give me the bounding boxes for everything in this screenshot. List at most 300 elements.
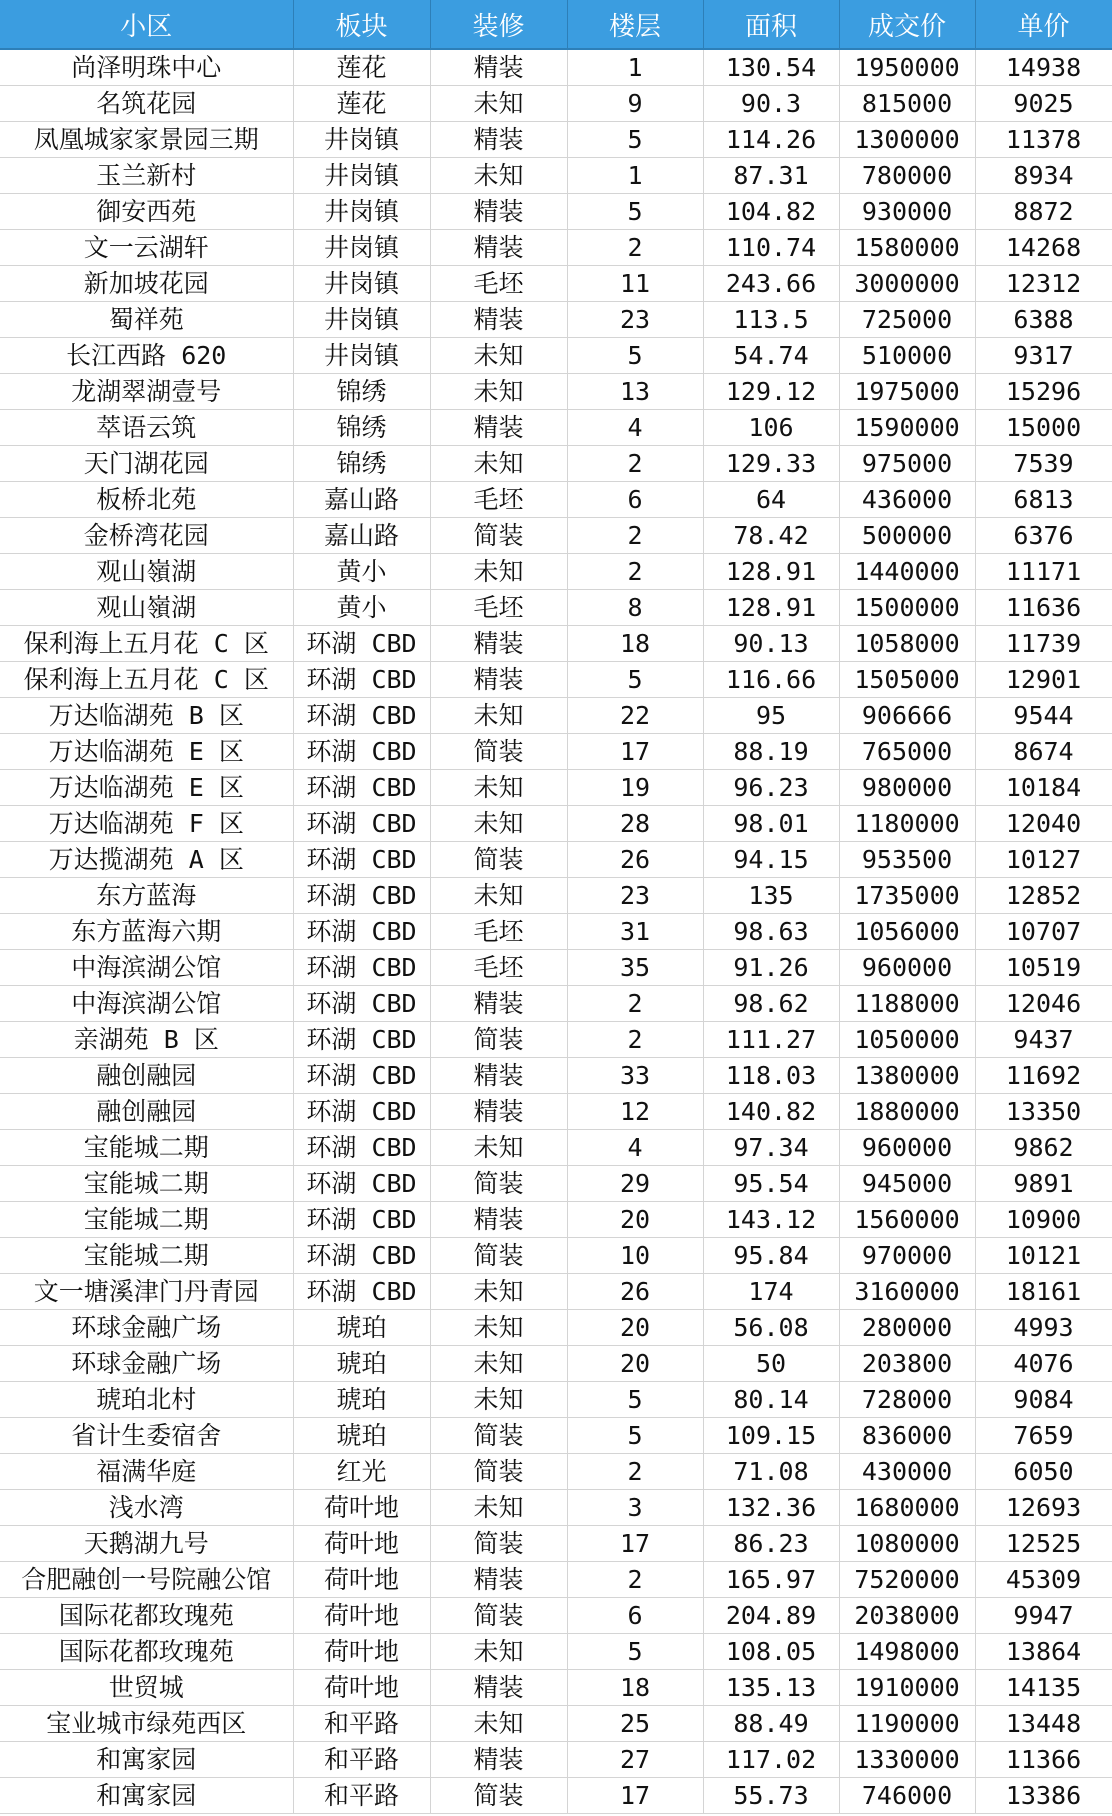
cell-unit-price: 4993 bbox=[975, 1310, 1112, 1346]
cell-floor: 17 bbox=[567, 734, 703, 770]
cell-unit-price: 13864 bbox=[975, 1634, 1112, 1670]
cell-area: 55.73 bbox=[703, 1778, 839, 1814]
cell-floor: 2 bbox=[567, 1022, 703, 1058]
cell-floor: 33 bbox=[567, 1058, 703, 1094]
table-row bbox=[0, 518, 1112, 554]
table-row bbox=[0, 1706, 1112, 1742]
cell-deal-price: 815000 bbox=[839, 86, 975, 122]
table-row bbox=[0, 482, 1112, 518]
cell-district: 环湖 CBD bbox=[293, 842, 430, 878]
cell-community: 宝能城二期 bbox=[0, 1130, 293, 1166]
cell-deal-price: 1080000 bbox=[839, 1526, 975, 1562]
cell-area: 117.02 bbox=[703, 1742, 839, 1778]
cell-deal-price: 430000 bbox=[839, 1454, 975, 1490]
cell-deal-price: 1975000 bbox=[839, 374, 975, 410]
cell-community: 环球金融广场 bbox=[0, 1310, 293, 1346]
cell-district: 井岗镇 bbox=[293, 122, 430, 158]
cell-floor: 5 bbox=[567, 1418, 703, 1454]
table-row bbox=[0, 626, 1112, 662]
cell-district: 环湖 CBD bbox=[293, 1130, 430, 1166]
cell-unit-price: 6388 bbox=[975, 302, 1112, 338]
cell-area: 108.05 bbox=[703, 1634, 839, 1670]
cell-district: 井岗镇 bbox=[293, 266, 430, 302]
cell-district: 环湖 CBD bbox=[293, 1166, 430, 1202]
cell-community: 浅水湾 bbox=[0, 1490, 293, 1526]
cell-deal-price: 836000 bbox=[839, 1418, 975, 1454]
cell-decoration: 精装 bbox=[430, 662, 567, 698]
cell-deal-price: 1180000 bbox=[839, 806, 975, 842]
cell-area: 86.23 bbox=[703, 1526, 839, 1562]
cell-decoration: 精装 bbox=[430, 230, 567, 266]
cell-district: 莲花 bbox=[293, 86, 430, 122]
cell-community: 观山嶺湖 bbox=[0, 554, 293, 590]
table-row bbox=[0, 698, 1112, 734]
cell-area: 87.31 bbox=[703, 158, 839, 194]
cell-unit-price: 10707 bbox=[975, 914, 1112, 950]
cell-unit-price: 4076 bbox=[975, 1346, 1112, 1382]
cell-area: 64 bbox=[703, 482, 839, 518]
table-row bbox=[0, 1202, 1112, 1238]
cell-deal-price: 1680000 bbox=[839, 1490, 975, 1526]
cell-floor: 20 bbox=[567, 1346, 703, 1382]
cell-deal-price: 280000 bbox=[839, 1310, 975, 1346]
cell-area: 135 bbox=[703, 878, 839, 914]
cell-unit-price: 11366 bbox=[975, 1742, 1112, 1778]
table-row bbox=[0, 1634, 1112, 1670]
table-row bbox=[0, 1418, 1112, 1454]
cell-decoration: 简装 bbox=[430, 1238, 567, 1274]
cell-decoration: 简装 bbox=[430, 1526, 567, 1562]
cell-deal-price: 975000 bbox=[839, 446, 975, 482]
cell-decoration: 未知 bbox=[430, 446, 567, 482]
cell-decoration: 精装 bbox=[430, 1202, 567, 1238]
cell-deal-price: 765000 bbox=[839, 734, 975, 770]
cell-unit-price: 7539 bbox=[975, 446, 1112, 482]
cell-deal-price: 1050000 bbox=[839, 1022, 975, 1058]
cell-deal-price: 1580000 bbox=[839, 230, 975, 266]
cell-unit-price: 9084 bbox=[975, 1382, 1112, 1418]
cell-deal-price: 725000 bbox=[839, 302, 975, 338]
cell-community: 天门湖花园 bbox=[0, 446, 293, 482]
cell-unit-price: 12046 bbox=[975, 986, 1112, 1022]
cell-unit-price: 10127 bbox=[975, 842, 1112, 878]
table-row bbox=[0, 734, 1112, 770]
table-row bbox=[0, 1166, 1112, 1202]
cell-floor: 31 bbox=[567, 914, 703, 950]
cell-decoration: 未知 bbox=[430, 1346, 567, 1382]
cell-deal-price: 1380000 bbox=[839, 1058, 975, 1094]
cell-floor: 2 bbox=[567, 554, 703, 590]
cell-community: 琥珀北村 bbox=[0, 1382, 293, 1418]
cell-decoration: 未知 bbox=[430, 158, 567, 194]
cell-deal-price: 7520000 bbox=[839, 1562, 975, 1598]
cell-decoration: 精装 bbox=[430, 49, 567, 86]
cell-area: 135.13 bbox=[703, 1670, 839, 1706]
cell-community: 观山嶺湖 bbox=[0, 590, 293, 626]
cell-decoration: 未知 bbox=[430, 1490, 567, 1526]
cell-floor: 20 bbox=[567, 1202, 703, 1238]
table-row bbox=[0, 1130, 1112, 1166]
cell-deal-price: 780000 bbox=[839, 158, 975, 194]
cell-deal-price: 1560000 bbox=[839, 1202, 975, 1238]
cell-district: 环湖 CBD bbox=[293, 878, 430, 914]
cell-deal-price: 728000 bbox=[839, 1382, 975, 1418]
cell-community: 和寓家园 bbox=[0, 1778, 293, 1814]
cell-deal-price: 1500000 bbox=[839, 590, 975, 626]
cell-decoration: 未知 bbox=[430, 1382, 567, 1418]
cell-deal-price: 1910000 bbox=[839, 1670, 975, 1706]
cell-floor: 3 bbox=[567, 1490, 703, 1526]
cell-decoration: 未知 bbox=[430, 1706, 567, 1742]
cell-decoration: 简装 bbox=[430, 1454, 567, 1490]
cell-community: 龙湖翠湖壹号 bbox=[0, 374, 293, 410]
table-row bbox=[0, 662, 1112, 698]
cell-decoration: 毛坯 bbox=[430, 590, 567, 626]
table-row bbox=[0, 1670, 1112, 1706]
cell-unit-price: 9437 bbox=[975, 1022, 1112, 1058]
cell-district: 环湖 CBD bbox=[293, 986, 430, 1022]
cell-community: 融创融园 bbox=[0, 1058, 293, 1094]
cell-district: 荷叶地 bbox=[293, 1598, 430, 1634]
cell-deal-price: 1440000 bbox=[839, 554, 975, 590]
cell-unit-price: 18161 bbox=[975, 1274, 1112, 1310]
cell-floor: 18 bbox=[567, 1670, 703, 1706]
cell-area: 95.54 bbox=[703, 1166, 839, 1202]
cell-deal-price: 930000 bbox=[839, 194, 975, 230]
cell-floor: 2 bbox=[567, 518, 703, 554]
cell-area: 128.91 bbox=[703, 554, 839, 590]
cell-district: 井岗镇 bbox=[293, 338, 430, 374]
cell-floor: 5 bbox=[567, 194, 703, 230]
cell-decoration: 简装 bbox=[430, 734, 567, 770]
cell-unit-price: 7659 bbox=[975, 1418, 1112, 1454]
cell-district: 环湖 CBD bbox=[293, 626, 430, 662]
cell-community: 福满华庭 bbox=[0, 1454, 293, 1490]
cell-unit-price: 6050 bbox=[975, 1454, 1112, 1490]
cell-unit-price: 13386 bbox=[975, 1778, 1112, 1814]
cell-district: 和平路 bbox=[293, 1706, 430, 1742]
cell-area: 130.54 bbox=[703, 49, 839, 86]
cell-decoration: 未知 bbox=[430, 1274, 567, 1310]
header-community: 小区 bbox=[0, 0, 293, 49]
cell-unit-price: 12525 bbox=[975, 1526, 1112, 1562]
cell-area: 96.23 bbox=[703, 770, 839, 806]
cell-deal-price: 1590000 bbox=[839, 410, 975, 446]
cell-community: 天鹅湖九号 bbox=[0, 1526, 293, 1562]
cell-community: 尚泽明珠中心 bbox=[0, 49, 293, 86]
cell-area: 98.63 bbox=[703, 914, 839, 950]
cell-district: 荷叶地 bbox=[293, 1490, 430, 1526]
cell-floor: 5 bbox=[567, 662, 703, 698]
cell-community: 亲湖苑 B 区 bbox=[0, 1022, 293, 1058]
cell-unit-price: 14135 bbox=[975, 1670, 1112, 1706]
cell-floor: 26 bbox=[567, 1274, 703, 1310]
cell-unit-price: 14938 bbox=[975, 49, 1112, 86]
cell-district: 井岗镇 bbox=[293, 230, 430, 266]
table-row bbox=[0, 1562, 1112, 1598]
cell-decoration: 未知 bbox=[430, 698, 567, 734]
cell-deal-price: 1056000 bbox=[839, 914, 975, 950]
cell-district: 环湖 CBD bbox=[293, 1058, 430, 1094]
cell-district: 环湖 CBD bbox=[293, 734, 430, 770]
cell-community: 长江西路 620 bbox=[0, 338, 293, 374]
cell-area: 56.08 bbox=[703, 1310, 839, 1346]
cell-community: 世贸城 bbox=[0, 1670, 293, 1706]
cell-deal-price: 500000 bbox=[839, 518, 975, 554]
cell-floor: 2 bbox=[567, 1562, 703, 1598]
cell-decoration: 毛坯 bbox=[430, 950, 567, 986]
table-row bbox=[0, 374, 1112, 410]
table-row bbox=[0, 1490, 1112, 1526]
cell-deal-price: 1880000 bbox=[839, 1094, 975, 1130]
cell-floor: 11 bbox=[567, 266, 703, 302]
cell-floor: 17 bbox=[567, 1778, 703, 1814]
cell-district: 荷叶地 bbox=[293, 1562, 430, 1598]
cell-area: 95 bbox=[703, 698, 839, 734]
cell-deal-price: 436000 bbox=[839, 482, 975, 518]
cell-decoration: 未知 bbox=[430, 1634, 567, 1670]
cell-floor: 27 bbox=[567, 1742, 703, 1778]
cell-community: 文一塘溪津门丹青园 bbox=[0, 1274, 293, 1310]
cell-area: 78.42 bbox=[703, 518, 839, 554]
cell-area: 165.97 bbox=[703, 1562, 839, 1598]
cell-district: 井岗镇 bbox=[293, 158, 430, 194]
table-row bbox=[0, 950, 1112, 986]
table-row bbox=[0, 1598, 1112, 1634]
table-row bbox=[0, 914, 1112, 950]
cell-district: 锦绣 bbox=[293, 446, 430, 482]
cell-decoration: 精装 bbox=[430, 410, 567, 446]
cell-area: 174 bbox=[703, 1274, 839, 1310]
cell-unit-price: 12040 bbox=[975, 806, 1112, 842]
table-row bbox=[0, 446, 1112, 482]
cell-area: 243.66 bbox=[703, 266, 839, 302]
cell-community: 宝业城市绿苑西区 bbox=[0, 1706, 293, 1742]
cell-deal-price: 953500 bbox=[839, 842, 975, 878]
cell-area: 90.3 bbox=[703, 86, 839, 122]
header-district: 板块 bbox=[293, 0, 430, 49]
cell-area: 116.66 bbox=[703, 662, 839, 698]
cell-floor: 2 bbox=[567, 986, 703, 1022]
cell-unit-price: 11636 bbox=[975, 590, 1112, 626]
cell-area: 90.13 bbox=[703, 626, 839, 662]
cell-district: 黄小 bbox=[293, 554, 430, 590]
cell-unit-price: 10900 bbox=[975, 1202, 1112, 1238]
cell-unit-price: 14268 bbox=[975, 230, 1112, 266]
cell-floor: 17 bbox=[567, 1526, 703, 1562]
table-row bbox=[0, 554, 1112, 590]
cell-decoration: 未知 bbox=[430, 86, 567, 122]
cell-decoration: 未知 bbox=[430, 878, 567, 914]
cell-community: 宝能城二期 bbox=[0, 1202, 293, 1238]
cell-deal-price: 3160000 bbox=[839, 1274, 975, 1310]
cell-floor: 35 bbox=[567, 950, 703, 986]
cell-decoration: 未知 bbox=[430, 770, 567, 806]
cell-area: 88.19 bbox=[703, 734, 839, 770]
cell-area: 111.27 bbox=[703, 1022, 839, 1058]
cell-unit-price: 15296 bbox=[975, 374, 1112, 410]
cell-decoration: 毛坯 bbox=[430, 914, 567, 950]
table-row bbox=[0, 302, 1112, 338]
cell-community: 东方蓝海 bbox=[0, 878, 293, 914]
table-row bbox=[0, 1382, 1112, 1418]
cell-decoration: 未知 bbox=[430, 1130, 567, 1166]
cell-floor: 18 bbox=[567, 626, 703, 662]
cell-decoration: 精装 bbox=[430, 1670, 567, 1706]
cell-area: 95.84 bbox=[703, 1238, 839, 1274]
cell-deal-price: 980000 bbox=[839, 770, 975, 806]
cell-community: 万达揽湖苑 A 区 bbox=[0, 842, 293, 878]
cell-community: 中海滨湖公馆 bbox=[0, 950, 293, 986]
cell-unit-price: 8674 bbox=[975, 734, 1112, 770]
cell-district: 琥珀 bbox=[293, 1382, 430, 1418]
header-decoration: 装修 bbox=[430, 0, 567, 49]
table-row bbox=[0, 1454, 1112, 1490]
cell-unit-price: 9317 bbox=[975, 338, 1112, 374]
table-header bbox=[0, 0, 1112, 49]
cell-decoration: 毛坯 bbox=[430, 482, 567, 518]
cell-unit-price: 11692 bbox=[975, 1058, 1112, 1094]
cell-district: 环湖 CBD bbox=[293, 1202, 430, 1238]
header-area: 面积 bbox=[703, 0, 839, 49]
cell-decoration: 未知 bbox=[430, 338, 567, 374]
cell-decoration: 简装 bbox=[430, 1778, 567, 1814]
cell-floor: 8 bbox=[567, 590, 703, 626]
cell-unit-price: 11171 bbox=[975, 554, 1112, 590]
cell-unit-price: 11739 bbox=[975, 626, 1112, 662]
cell-area: 114.26 bbox=[703, 122, 839, 158]
cell-district: 琥珀 bbox=[293, 1346, 430, 1382]
cell-community: 新加坡花园 bbox=[0, 266, 293, 302]
cell-deal-price: 203800 bbox=[839, 1346, 975, 1382]
cell-area: 50 bbox=[703, 1346, 839, 1382]
cell-district: 环湖 CBD bbox=[293, 662, 430, 698]
cell-decoration: 毛坯 bbox=[430, 266, 567, 302]
cell-area: 98.01 bbox=[703, 806, 839, 842]
cell-unit-price: 13350 bbox=[975, 1094, 1112, 1130]
table-row bbox=[0, 338, 1112, 374]
cell-area: 118.03 bbox=[703, 1058, 839, 1094]
cell-decoration: 简装 bbox=[430, 1598, 567, 1634]
cell-district: 环湖 CBD bbox=[293, 1022, 430, 1058]
cell-floor: 10 bbox=[567, 1238, 703, 1274]
cell-unit-price: 9544 bbox=[975, 698, 1112, 734]
cell-floor: 23 bbox=[567, 302, 703, 338]
cell-decoration: 精装 bbox=[430, 1058, 567, 1094]
table-row bbox=[0, 770, 1112, 806]
table-row bbox=[0, 266, 1112, 302]
cell-district: 荷叶地 bbox=[293, 1670, 430, 1706]
cell-deal-price: 1330000 bbox=[839, 1742, 975, 1778]
cell-floor: 2 bbox=[567, 230, 703, 266]
cell-deal-price: 945000 bbox=[839, 1166, 975, 1202]
cell-unit-price: 12852 bbox=[975, 878, 1112, 914]
cell-community: 万达临湖苑 E 区 bbox=[0, 770, 293, 806]
cell-community: 宝能城二期 bbox=[0, 1238, 293, 1274]
cell-unit-price: 10184 bbox=[975, 770, 1112, 806]
cell-district: 环湖 CBD bbox=[293, 806, 430, 842]
cell-area: 98.62 bbox=[703, 986, 839, 1022]
cell-area: 88.49 bbox=[703, 1706, 839, 1742]
cell-floor: 28 bbox=[567, 806, 703, 842]
cell-floor: 5 bbox=[567, 1382, 703, 1418]
cell-area: 80.14 bbox=[703, 1382, 839, 1418]
cell-area: 129.12 bbox=[703, 374, 839, 410]
table-row bbox=[0, 1274, 1112, 1310]
cell-community: 宝能城二期 bbox=[0, 1166, 293, 1202]
cell-unit-price: 12693 bbox=[975, 1490, 1112, 1526]
cell-area: 104.82 bbox=[703, 194, 839, 230]
cell-decoration: 未知 bbox=[430, 1310, 567, 1346]
table-row bbox=[0, 1022, 1112, 1058]
cell-district: 琥珀 bbox=[293, 1310, 430, 1346]
cell-unit-price: 10121 bbox=[975, 1238, 1112, 1274]
header-row bbox=[0, 0, 1112, 49]
cell-area: 71.08 bbox=[703, 1454, 839, 1490]
cell-district: 环湖 CBD bbox=[293, 770, 430, 806]
cell-area: 129.33 bbox=[703, 446, 839, 482]
cell-community: 保利海上五月花 C 区 bbox=[0, 626, 293, 662]
cell-area: 132.36 bbox=[703, 1490, 839, 1526]
cell-area: 109.15 bbox=[703, 1418, 839, 1454]
cell-community: 省计生委宿舍 bbox=[0, 1418, 293, 1454]
cell-district: 环湖 CBD bbox=[293, 1238, 430, 1274]
cell-decoration: 精装 bbox=[430, 122, 567, 158]
cell-unit-price: 10519 bbox=[975, 950, 1112, 986]
cell-community: 板桥北苑 bbox=[0, 482, 293, 518]
cell-deal-price: 1498000 bbox=[839, 1634, 975, 1670]
cell-district: 锦绣 bbox=[293, 374, 430, 410]
cell-deal-price: 960000 bbox=[839, 1130, 975, 1166]
cell-deal-price: 1188000 bbox=[839, 986, 975, 1022]
cell-unit-price: 8934 bbox=[975, 158, 1112, 194]
table-row bbox=[0, 1346, 1112, 1382]
cell-deal-price: 1058000 bbox=[839, 626, 975, 662]
cell-community: 保利海上五月花 C 区 bbox=[0, 662, 293, 698]
table-row bbox=[0, 194, 1112, 230]
cell-decoration: 简装 bbox=[430, 1418, 567, 1454]
cell-community: 中海滨湖公馆 bbox=[0, 986, 293, 1022]
cell-unit-price: 12312 bbox=[975, 266, 1112, 302]
cell-deal-price: 1505000 bbox=[839, 662, 975, 698]
cell-area: 113.5 bbox=[703, 302, 839, 338]
cell-district: 嘉山路 bbox=[293, 482, 430, 518]
cell-area: 97.34 bbox=[703, 1130, 839, 1166]
cell-community: 蜀祥苑 bbox=[0, 302, 293, 338]
table-row bbox=[0, 49, 1112, 86]
cell-district: 荷叶地 bbox=[293, 1526, 430, 1562]
cell-community: 凤凰城家家景园三期 bbox=[0, 122, 293, 158]
cell-decoration: 未知 bbox=[430, 806, 567, 842]
cell-deal-price: 1300000 bbox=[839, 122, 975, 158]
cell-community: 融创融园 bbox=[0, 1094, 293, 1130]
cell-unit-price: 13448 bbox=[975, 1706, 1112, 1742]
cell-community: 万达临湖苑 F 区 bbox=[0, 806, 293, 842]
cell-floor: 26 bbox=[567, 842, 703, 878]
cell-community: 万达临湖苑 E 区 bbox=[0, 734, 293, 770]
cell-floor: 1 bbox=[567, 158, 703, 194]
cell-deal-price: 906666 bbox=[839, 698, 975, 734]
cell-deal-price: 2038000 bbox=[839, 1598, 975, 1634]
cell-community: 东方蓝海六期 bbox=[0, 914, 293, 950]
cell-area: 106 bbox=[703, 410, 839, 446]
cell-decoration: 未知 bbox=[430, 374, 567, 410]
cell-floor: 4 bbox=[567, 1130, 703, 1166]
cell-floor: 19 bbox=[567, 770, 703, 806]
cell-decoration: 简装 bbox=[430, 518, 567, 554]
cell-decoration: 简装 bbox=[430, 842, 567, 878]
table-row bbox=[0, 806, 1112, 842]
